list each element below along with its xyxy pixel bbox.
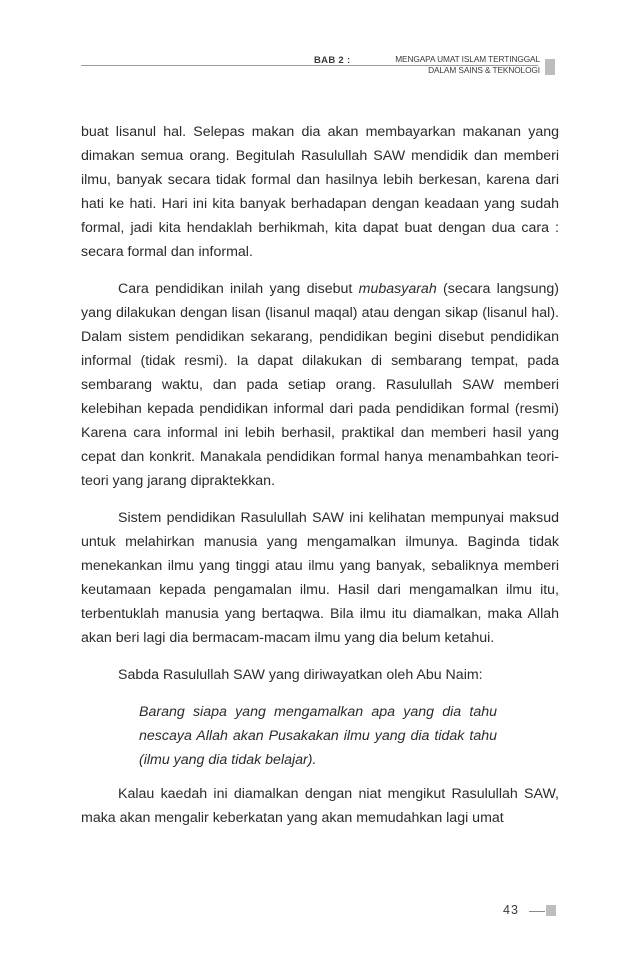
paragraph-2 (81, 277, 559, 493)
header-square-marker (545, 59, 555, 75)
paragraph-3: Sistem pendidikan Rasulullah SAW ini kelihatan mempunyai maksud untuk melahirkan manusia yang mengamalkan ilmunya. Baginda tidak menekankan ilmu yang tinggi atau ilmu yang banyak, sebaliknya memberi keutamaan kepada pengamalan ilmu. Hasil dari mengamalkan ilmu itu, terbentuklah manusia yang bertaqwa. Bila ilmu itu diamalkan, maka Allah akan beri lagi dia bermacam-macam ilmu yang dia belum ketahui. (81, 510, 559, 646)
footer-rule (529, 911, 545, 912)
hadith-quote: Barang siapa yang mengamalkan apa yang dia tahu nescaya Allah akan Pusakakan ilmu yang dia tidak tahu (ilmu yang dia tidak belajar). (139, 704, 497, 768)
paragraph-1: buat lisanul hal. Selepas makan dia akan membayarkan makanan yang dimakan semua orang. Begitulah Rasulullah SAW mendidik dan memberi ilmu, banyak secara tidak formal dan hasilnya lebih berkesan, karena dari hati ke hati. Hari ini kita banyak berhadapan dengan keadaan yang sudah formal, jadi kita hendaklah berhikmah, kita dapat buat dengan dua cara : secara formal dan informal. (81, 124, 559, 260)
paragraph-2-term: mubasyarah (358, 281, 437, 297)
chapter-title (340, 54, 540, 76)
chapter-title-line-2: DALAM SAINS & TEKNOLOGI (428, 65, 540, 75)
running-header (0, 0, 638, 90)
paragraph-5: Kalau kaedah ini diamalkan dengan niat mengikut Rasulullah SAW, maka akan mengalir keberkatan yang akan memudahkan lagi umat (81, 786, 559, 826)
paragraph-2-text-start: Cara pendidikan inilah yang disebut (118, 281, 359, 297)
footer-square-marker (546, 905, 556, 916)
paragraph-4: Sabda Rasulullah SAW yang diriwayatkan oleh Abu Naim: (118, 667, 483, 683)
page-number: 43 (503, 903, 519, 917)
page-body (81, 120, 559, 843)
paragraph-2-text-end: (secara langsung) yang dilakukan dengan lisan (lisanul maqal) atau dengan sikap (lisanul hal). Dalam sistem pendidikan sekarang, pendidikan begini disebut pendidikan informal (tidak resmi). Ia dapat dilakukan di sembarang tempat, pada sembarang waktu, dan pada setiap orang. Rasulullah SAW memberi kelebihan kepada pendidikan informal dari pada pendidikan formal (resmi) Karena cara informal ini lebih berhasil, praktikal dan memberi hasil yang cepat dan konkrit. Manakala pendidikan formal hanya menambahkan teori-teori yang jarang dipraktekkan. (81, 281, 559, 489)
chapter-title-line-1: MENGAPA UMAT ISLAM TERTINGGAL (395, 54, 540, 64)
chapter-label: BAB 2 : (314, 55, 351, 66)
